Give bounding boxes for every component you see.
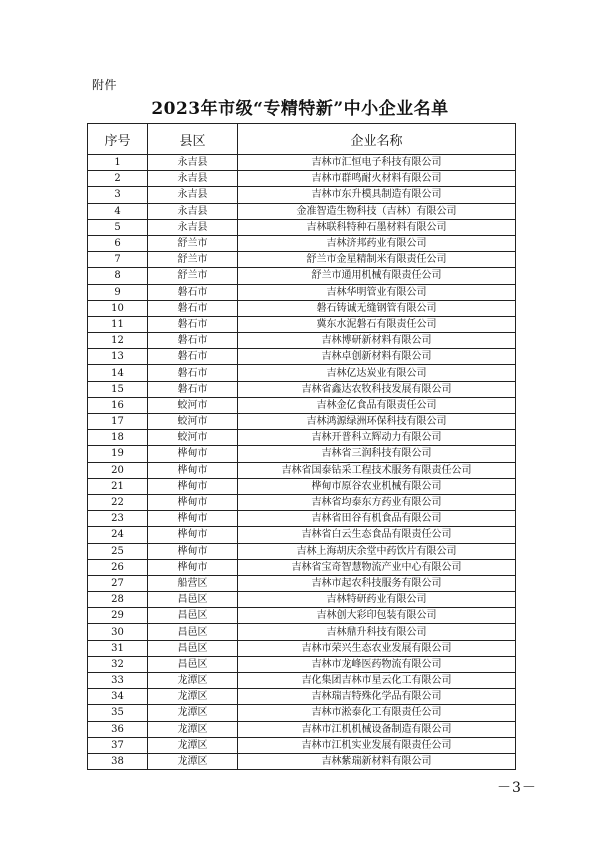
table-row: [88, 219, 516, 235]
cell-company: 吉林市汇恒电子科技有限公司: [238, 155, 516, 171]
table-row: [88, 737, 516, 753]
table-row: [88, 559, 516, 575]
cell-index: 16: [88, 397, 148, 413]
cell-company: 吉林省鑫达农牧科技发展有限公司: [238, 381, 516, 397]
table-row: [88, 478, 516, 494]
table-row: [88, 640, 516, 656]
table-row: [88, 300, 516, 316]
cell-county: 昌邑区: [148, 608, 238, 624]
cell-company: 金准智造生物科技（吉林）有限公司: [238, 203, 516, 219]
cell-county: 桦甸市: [148, 494, 238, 510]
cell-company: 吉林省三润科技有限公司: [238, 446, 516, 462]
cell-company: 吉林华明管业有限公司: [238, 284, 516, 300]
cell-company: 吉林特研药业有限公司: [238, 592, 516, 608]
table-body: [88, 155, 516, 770]
cell-county: 磐石市: [148, 365, 238, 381]
table-row: [88, 673, 516, 689]
cell-index: 26: [88, 559, 148, 575]
table-row: [88, 592, 516, 608]
table-row: [88, 235, 516, 251]
cell-index: 37: [88, 737, 148, 753]
cell-index: 22: [88, 494, 148, 510]
cell-county: 昌邑区: [148, 656, 238, 672]
cell-county: 磐石市: [148, 316, 238, 332]
cell-company: 吉林鼎升科技有限公司: [238, 624, 516, 640]
table-row: [88, 155, 516, 171]
cell-index: 5: [88, 219, 148, 235]
cell-county: 昌邑区: [148, 640, 238, 656]
cell-company: 吉林金亿食品有限责任公司: [238, 397, 516, 413]
cell-county: 磐石市: [148, 333, 238, 349]
table-row: [88, 365, 516, 381]
cell-company: 吉林博研新材料有限公司: [238, 333, 516, 349]
cell-company: 吉林市淞泰化工有限责任公司: [238, 705, 516, 721]
table-row: [88, 446, 516, 462]
column-header-county: 县区: [148, 124, 238, 155]
cell-company: 吉林卓创新材料有限公司: [238, 349, 516, 365]
page-title: 2023年市级“专精特新”中小企业名单: [151, 99, 449, 119]
cell-index: 6: [88, 235, 148, 251]
cell-index: 10: [88, 300, 148, 316]
cell-company: 吉林创大彩印包装有限公司: [238, 608, 516, 624]
cell-index: 23: [88, 511, 148, 527]
cell-index: 20: [88, 462, 148, 478]
cell-company: 吉林市江机实业发展有限责任公司: [238, 737, 516, 753]
cell-county: 永吉县: [148, 219, 238, 235]
cell-county: 龙潭区: [148, 673, 238, 689]
cell-index: 12: [88, 333, 148, 349]
page-number: －3－: [497, 780, 537, 796]
table-header-row: [88, 124, 516, 155]
attachment-label: 附件: [92, 78, 118, 92]
cell-company: 吉林济邦药业有限公司: [238, 235, 516, 251]
cell-company: 吉林省宝奇智慧物流产业中心有限公司: [238, 559, 516, 575]
cell-county: 龙潭区: [148, 689, 238, 705]
table-row: [88, 462, 516, 478]
table-row: [88, 527, 516, 543]
cell-county: 蛟河市: [148, 414, 238, 430]
cell-company: 吉林省白云生态食品有限责任公司: [238, 527, 516, 543]
cell-index: 1: [88, 155, 148, 171]
cell-company: 舒兰市通用机械有限责任公司: [238, 268, 516, 284]
cell-county: 永吉县: [148, 203, 238, 219]
cell-company: 舒兰市金星精制米有限责任公司: [238, 252, 516, 268]
table-row: [88, 753, 516, 769]
cell-index: 3: [88, 187, 148, 203]
table-row: [88, 624, 516, 640]
cell-county: 桦甸市: [148, 478, 238, 494]
cell-county: 永吉县: [148, 187, 238, 203]
cell-county: 永吉县: [148, 155, 238, 171]
cell-county: 龙潭区: [148, 753, 238, 769]
cell-county: 桦甸市: [148, 511, 238, 527]
cell-index: 9: [88, 284, 148, 300]
cell-company: 吉林市起农科技服务有限公司: [238, 575, 516, 591]
cell-index: 14: [88, 365, 148, 381]
table-row: [88, 316, 516, 332]
cell-index: 27: [88, 575, 148, 591]
cell-index: 30: [88, 624, 148, 640]
cell-county: 龙潭区: [148, 721, 238, 737]
column-header-company: 企业名称: [238, 124, 516, 155]
cell-county: 蛟河市: [148, 430, 238, 446]
cell-index: 34: [88, 689, 148, 705]
cell-index: 17: [88, 414, 148, 430]
cell-company: 磐石铸诚无缝钢管有限公司: [238, 300, 516, 316]
cell-company: 吉林联科特种石墨材料有限公司: [238, 219, 516, 235]
cell-index: 25: [88, 543, 148, 559]
cell-index: 38: [88, 753, 148, 769]
cell-county: 永吉县: [148, 171, 238, 187]
table-row: [88, 656, 516, 672]
table-row: [88, 721, 516, 737]
cell-company: 吉林市龙峰医药物流有限公司: [238, 656, 516, 672]
table-row: [88, 414, 516, 430]
table-row: [88, 187, 516, 203]
table-row: [88, 511, 516, 527]
cell-county: 磐石市: [148, 284, 238, 300]
cell-index: 13: [88, 349, 148, 365]
cell-county: 舒兰市: [148, 252, 238, 268]
cell-company: 吉林瑞吉特殊化学品有限公司: [238, 689, 516, 705]
table-row: [88, 252, 516, 268]
cell-index: 4: [88, 203, 148, 219]
cell-index: 31: [88, 640, 148, 656]
cell-county: 昌邑区: [148, 624, 238, 640]
cell-index: 15: [88, 381, 148, 397]
cell-county: 蛟河市: [148, 397, 238, 413]
cell-index: 36: [88, 721, 148, 737]
cell-index: 19: [88, 446, 148, 462]
cell-company: 吉林市群鸣耐火材料有限公司: [238, 171, 516, 187]
table-row: [88, 381, 516, 397]
cell-index: 11: [88, 316, 148, 332]
enterprise-table: [87, 123, 516, 770]
cell-county: 舒兰市: [148, 268, 238, 284]
cell-county: 桦甸市: [148, 527, 238, 543]
cell-index: 2: [88, 171, 148, 187]
cell-county: 桦甸市: [148, 559, 238, 575]
table-row: [88, 608, 516, 624]
table-row: [88, 397, 516, 413]
cell-company: 冀东水泥磐石有限责任公司: [238, 316, 516, 332]
cell-index: 33: [88, 673, 148, 689]
table-row: [88, 268, 516, 284]
cell-company: 吉林省田谷有机食品有限公司: [238, 511, 516, 527]
table-row: [88, 333, 516, 349]
cell-company: 吉林市荣兴生态农业发展有限公司: [238, 640, 516, 656]
cell-county: 磐石市: [148, 300, 238, 316]
cell-county: 舒兰市: [148, 235, 238, 251]
table-row: [88, 494, 516, 510]
table-row: [88, 171, 516, 187]
cell-company: 吉林省均泰东方药业有限公司: [238, 494, 516, 510]
cell-company: 吉林亿达炭业有限公司: [238, 365, 516, 381]
cell-county: 桦甸市: [148, 462, 238, 478]
cell-index: 8: [88, 268, 148, 284]
cell-company: 桦甸市原谷农业机械有限公司: [238, 478, 516, 494]
cell-company: 吉林紫瑞新材料有限公司: [238, 753, 516, 769]
cell-county: 昌邑区: [148, 592, 238, 608]
table-row: [88, 705, 516, 721]
cell-index: 24: [88, 527, 148, 543]
cell-index: 7: [88, 252, 148, 268]
cell-county: 磐石市: [148, 349, 238, 365]
cell-company: 吉林市东升模具制造有限公司: [238, 187, 516, 203]
cell-index: 29: [88, 608, 148, 624]
table-row: [88, 203, 516, 219]
cell-index: 32: [88, 656, 148, 672]
cell-index: 18: [88, 430, 148, 446]
cell-county: 龙潭区: [148, 737, 238, 753]
cell-company: 吉林省国泰钻采工程技术服务有限责任公司: [238, 462, 516, 478]
cell-company: 吉林鸿源绿洲环保科技有限公司: [238, 414, 516, 430]
cell-company: 吉林上海胡庆余堂中药饮片有限公司: [238, 543, 516, 559]
cell-index: 21: [88, 478, 148, 494]
cell-county: 龙潭区: [148, 705, 238, 721]
cell-county: 船营区: [148, 575, 238, 591]
table-row: [88, 689, 516, 705]
table-row: [88, 349, 516, 365]
cell-company: 吉林开普科立辉动力有限公司: [238, 430, 516, 446]
cell-index: 35: [88, 705, 148, 721]
table-row: [88, 430, 516, 446]
cell-county: 桦甸市: [148, 446, 238, 462]
cell-county: 磐石市: [148, 381, 238, 397]
table-row: [88, 543, 516, 559]
cell-index: 28: [88, 592, 148, 608]
table-row: [88, 284, 516, 300]
cell-company: 吉化集团吉林市星云化工有限公司: [238, 673, 516, 689]
column-header-index: 序号: [88, 124, 148, 155]
cell-county: 桦甸市: [148, 543, 238, 559]
cell-company: 吉林市江机机械设备制造有限公司: [238, 721, 516, 737]
table-row: [88, 575, 516, 591]
